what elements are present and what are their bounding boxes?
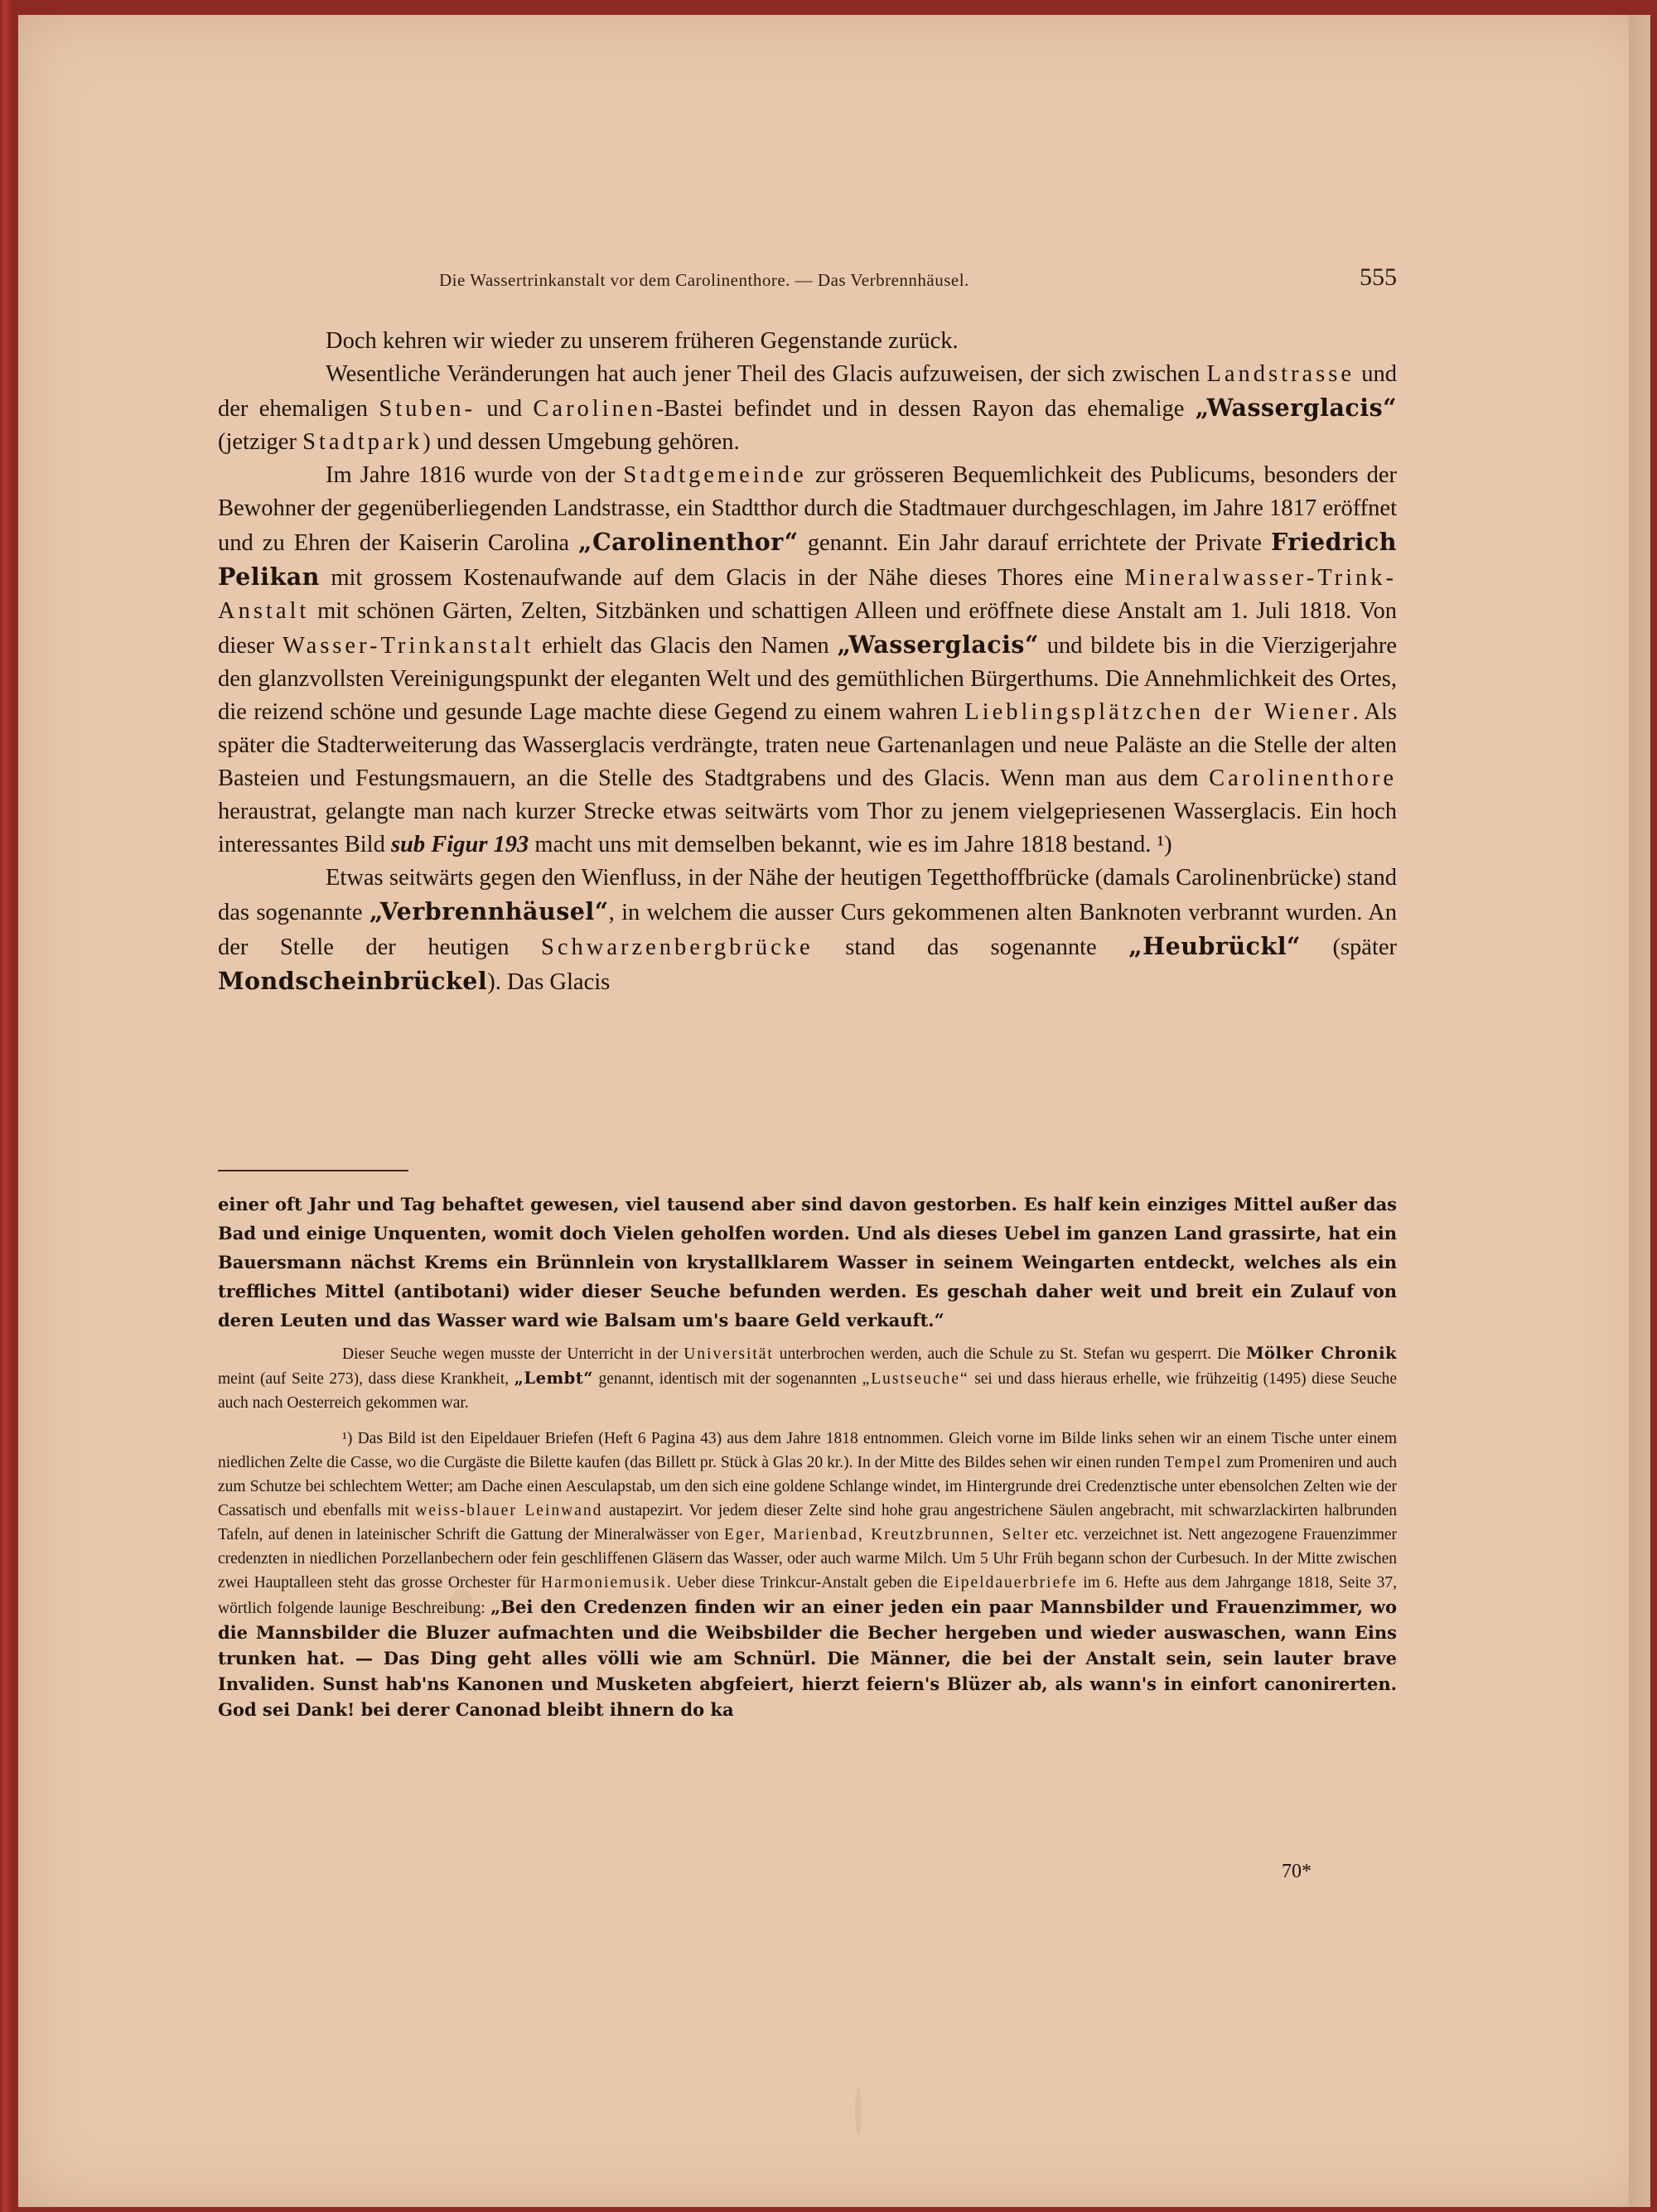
text-run: Eipeldauerbriefe: [943, 1574, 1078, 1591]
footnote-seuche: [218, 1341, 1397, 1415]
text-run: „Carolinenthor“: [578, 528, 799, 556]
text-run: Stadtgemeinde: [623, 462, 807, 488]
text-run: -Bastei befindet und in dessen Rayon das ehemalige: [655, 396, 1185, 422]
running-title: Die Wassertrinkanstalt vor dem Carolinenthore. — Das Verbrennhäusel.: [439, 270, 969, 290]
text-run: ¹) Das Bild ist den Eipeldauer Briefen (Heft 6 Pagina 43) aus dem Jahre 1818 entnommen. Gleich vorne im Bilde links sehen wir an einem Tische unter einem niedlichen Zelte die Casse, wo die Curgäste die Bilette kaufen (das Billett pr. Stück à Glas 20 kr.). In der Mitte des Bildes sehen wir einen runden: [218, 1430, 1397, 1471]
text-run: Im Jahre 1816 wurde von der: [326, 462, 616, 488]
text-run: genannt. Ein Jahr darauf errichtete der Private: [807, 530, 1262, 556]
text-run: „Wasserglacis“: [837, 630, 1039, 659]
page-gutter-shadow: [1629, 15, 1650, 2207]
text-run: Schwarzenbergbrücke: [541, 935, 814, 960]
text-run: Carolinenthore: [1209, 766, 1398, 791]
text-run: Wasser-Trinkanstalt: [282, 633, 534, 659]
running-header: [249, 263, 1397, 297]
text-run: macht uns mit demselben bekannt, wie es im Jahre 1818 bestand. ¹): [534, 832, 1172, 857]
footnote-1: [218, 1427, 1397, 1723]
text-run: „Bei den Credenzen finden wir an einer jeden ein paar Mannsbilder und Frauenzimmer, wo die Mannsbilder die Bluzer aufmachten und die Weibsbilder die Becher hergeben und wieder auswaschen, wann Eins trunken hat. — Das Ding geht alles völli wie am Schnürl. Die Männer, die bei der Anstalt sein, sein lauter brave Invaliden. Sunst hab'ns Kanonen und Musketen abgfeiert, hierzt feiern's Blüzer ab, als wann's in einfort canonirerten. God sei Dank! bei derer Canonad bleibt ihnern do ka: [218, 1596, 1397, 1720]
text-run: . Ueber diese Trinkcur-Anstalt geben die: [666, 1574, 938, 1591]
text-run: Friedrich Pelikan: [218, 528, 1398, 591]
text-run: stand das sogenannte: [845, 935, 1097, 960]
footnote-fraktur-quote: einer oft Jahr und Tag behaftet gewesen, viel tausend aber sind davon gestorben. Es half kein einziges Mittel außer das Bad und einige Unquenten, womit doch Vielen geholfen worden. Und als dieses Uebel im ganzen Land grassirte, hat ein Bauersmann nächst Krems ein Brünnlein von krystallklarem Wasser in seinem Weingarten entdeckt, welches als ein treffliches Mittel (antibotani) wider dieser Seuche befunden werden. Es geschah daher weit und breit ein Zulauf von deren Leuten und das Wasser ward wie Balsam um's baare Geld verkauft.“: [218, 1194, 1397, 1331]
text-run: Stadtpark: [302, 429, 423, 455]
signature-mark: 70*: [1282, 1861, 1312, 1882]
main-text: [218, 325, 1397, 999]
text-run: Mondscheinbrückel: [218, 967, 488, 995]
text-run: und: [486, 396, 523, 422]
text-run: „Verbrennhäusel“: [369, 897, 609, 925]
text-run: sub Figur 193: [390, 832, 529, 857]
text-run: Doch kehren wir wieder zu unserem früheren Gegenstande zurück.: [326, 328, 959, 354]
text-run: erhielt das Glacis den Namen: [542, 633, 829, 659]
footnote-divider: [218, 1170, 408, 1171]
text-run: „Lembt“: [514, 1369, 593, 1388]
text-run: genannt, identisch mit der sogenannten: [598, 1370, 857, 1388]
text-run: etc. verzeichnet ist. Nett angezogene Frauenzimmer credenzten in niedlichen Porzellanbechern oder fein geschliffenen Gläsern das Wasser, oder auch warme Milch. Um 5 Uhr Früh begann schon der Curbesuch. In der Mitte zwischen zwei Hauptalleen steht das grosse Orchester für: [218, 1526, 1398, 1591]
paragraph-3: [218, 459, 1397, 862]
text-run: im 6. Hefte aus dem Jahrgange 1818, Seite 37, wörtlich folgende launige Beschreibung:: [218, 1574, 1398, 1617]
text-run: mit schönen Gärten, Zelten, Sitzbänken und schattigen Alleen und eröffnete diese Anstalt am 1. Juli 1818. Von dieser: [218, 598, 1398, 659]
text-run: Harmoniemusik: [541, 1574, 667, 1591]
paragraph-2: [218, 358, 1397, 459]
text-run: „Lustseuche“: [862, 1370, 969, 1388]
text-run: sei und dass hieraus erhelle, wie frühzeitig (1495) diese Seuche auch nach Oesterreich gekommen war.: [218, 1370, 1398, 1412]
text-run: „Heubrückl“: [1128, 932, 1301, 960]
text-run: weiss-blauer Leinwand: [415, 1502, 603, 1519]
text-run: Stuben-: [379, 396, 476, 422]
text-run: austapezirt. Vor jedem dieser Zelte sind hohe grau angestrichene Säulen angebracht, mit schwarzlackirten halbrunden Tafeln, auf denen in lateinischer Schrift die Gattung der Mineralwässer von: [218, 1502, 1397, 1543]
text-run: und bildete bis in die Vierzigerjahre den glanzvollsten Vereinigungspunkt der eleganten Welt und des gemüthlichen Bürgerthums. Die Annehmlichkeit des Ortes, die reizend schöne und gesunde Lage machte diese Gegend zu einem wahren: [218, 633, 1398, 725]
text-run: unterbrochen werden, auch die Schule zu St. Stefan wu gesperrt. Die: [779, 1345, 1241, 1363]
paragraph-4: [218, 862, 1397, 999]
paragraph-1: [218, 325, 1397, 358]
text-run: Carolinen: [533, 396, 656, 422]
text-run: Lieblingsplätzchen der Wiener: [964, 699, 1353, 725]
text-run: Tempel: [1164, 1454, 1223, 1471]
text-run: meint (auf Seite 273), dass diese Krankheit,: [218, 1370, 510, 1388]
text-run: mit grossem Kostenaufwande auf dem Glacis in der Nähe dieses Thores eine: [331, 565, 1114, 591]
text-run: heraustrat, gelangte man nach kurzer Strecke etwas seitwärts vom Thor zu jenem vielgepriesenen Wasserglacis. Ein hoch interessantes Bild: [218, 799, 1397, 857]
text-run: (jetziger: [218, 429, 297, 455]
text-run: Universität: [684, 1345, 774, 1363]
text-run: Mölker Chronik: [1245, 1344, 1397, 1363]
text-run: und der ehemaligen: [218, 361, 1397, 422]
paper-crease: [855, 2086, 862, 2136]
text-run: zum Promeniren und auch zum Schutze bei schlechtem Wetter; am Dache einen Aesculapstab, um den sich eine goldene Schlange windet, im Hintergrunde drei Credenztische unter ebensolchen Zelten wie der Cassatisch und ebenfalls mit: [218, 1454, 1398, 1519]
footnotes: [218, 1190, 1397, 1723]
text-run: Eger, Marienbad, Kreutzbrunnen, Selter: [723, 1526, 1050, 1543]
text-run: Mineralwasser-Trink-Anstalt: [218, 565, 1398, 624]
text-run: zur grösseren Bequemlichkeit des Publicums, besonders der Bewohner der gegenüberliegenden Landstrasse, ein Stadtthor durch die Stadtmauer durchgeschlagen, im Jahre 1817 eröffnet und zu Ehren der Kaiserin Carolina: [218, 462, 1397, 556]
text-run: . Als später die Stadterweiterung das Wasserglacis verdrängte, traten neue Gartenanlagen und neue Paläste an die Stelle der alten Basteien und Festungsmauern, an die Stelle des Stadtgrabens und des Glacis. Wenn man aus dem: [218, 699, 1397, 791]
text-run: (später: [1332, 935, 1398, 960]
text-run: ) und dessen Umgebung gehören.: [423, 429, 740, 455]
text-run: , in welchem die ausser Curs gekommenen alten Banknoten verbrannt wurden. An der Stelle der heutigen: [218, 900, 1398, 960]
text-run: Dieser Seuche wegen musste der Unterricht in der: [342, 1345, 679, 1363]
text-run: Landstrasse: [1206, 361, 1355, 387]
text-run: Wesentliche Veränderungen hat auch jener Theil des Glacis aufzuweisen, der sich zwischen: [326, 361, 1200, 387]
text-run: „Wasserglacis“: [1195, 394, 1398, 422]
text-run: ). Das Glacis: [487, 969, 611, 995]
page-number: 555: [1360, 263, 1397, 291]
text-run: Etwas seitwärts gegen den Wienfluss, in der Nähe der heutigen Tegetthoffbrücke (damals Carolinenbrücke) stand das sogenannte: [218, 865, 1397, 925]
